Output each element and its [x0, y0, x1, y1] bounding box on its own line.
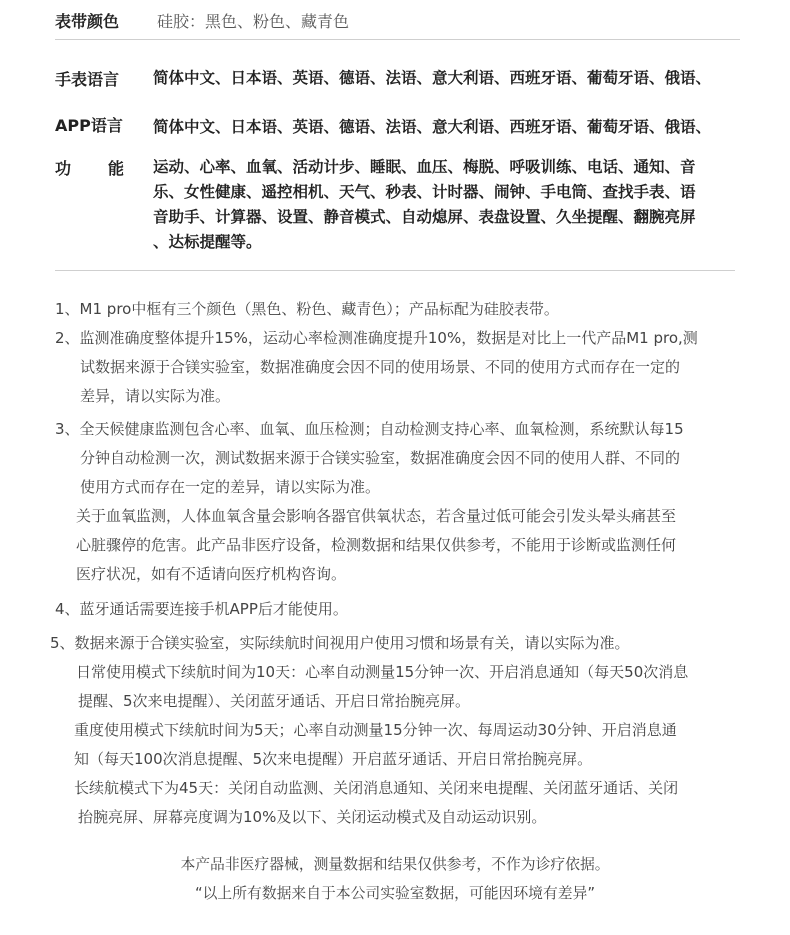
note-3-extra-line-1: 关于血氧监测，人体血氧含量会影响各器官供氧状态，若含量过低可能会引发头晕头痛甚至 [76, 507, 677, 525]
note-2-line-2: 试数据来源于合镁实验室，数据准确度会因不同的使用场景、不同的使用方式而存在一定的 [80, 358, 681, 376]
app-language-value: 简体中文、日本语、英语、德语、法语、意大利语、西班牙语、葡萄牙语、俄语、 [153, 118, 712, 136]
note-2-line-1: 2、监测准确度整体提升15%，运动心率检测准确度提升10%，数据是对比上一代产品M1 pro,测 [55, 329, 698, 347]
functions-line-4: 、达标提醒等。 [153, 233, 262, 251]
note-1: 1、M1 pro中框有三个颜色（黑色、粉色、藏青色）；产品标配为硅胶表带。 [55, 300, 559, 318]
functions-line-1: 运动、心率、血氧、活动计步、睡眠、血压、梅脱、呼吸训练、电话、通知、音 [153, 158, 696, 176]
divider-bottom [55, 270, 735, 271]
note-3-line-1: 3、全天候健康监测包含心率、血氧、血压检测；自动检测支持心率、血氧检测，系统默认每15 [55, 420, 684, 438]
note-3-line-2: 分钟自动检测一次，测试数据来源于合镁实验室，数据准确度会因不同的使用人群、不同的 [80, 449, 681, 467]
note-5: 5、数据来源于合镁实验室，实际续航时间视用户使用习惯和场景有关，请以实际为准。 [50, 634, 630, 652]
note-5-long-line-2: 抬腕亮屏、屏幕亮度调为10%及以下、关闭运动模式及自动运动识别。 [78, 808, 547, 826]
note-3-line-3: 使用方式而存在一定的差异，请以实际为准。 [80, 478, 381, 496]
note-5-heavy-line-2: 知（每天100次消息提醒、5次来电提醒）开启蓝牙通话、开启日常抬腕亮屏。 [74, 750, 593, 768]
functions-label-char-1: 功 [55, 159, 72, 178]
functions-line-2: 乐、女性健康、遥控相机、天气、秒表、计时器、闹钟、手电筒、查找手表、语 [153, 183, 696, 201]
footer-data-source: “以上所有数据来自于本公司实验室数据，可能因环境有差异” [194, 885, 596, 902]
note-3-extra-line-2: 心脏骤停的危害。此产品非医疗设备，检测数据和结果仅供参考，不能用于诊断或监测任何 [76, 536, 677, 554]
functions-label-char-2: 能 [108, 159, 125, 178]
note-2-line-3: 差异，请以实际为准。 [80, 387, 231, 405]
strap-color-value: 硅胶：黑色、粉色、藏青色 [157, 12, 350, 31]
watch-language-label: 手表语言 [55, 70, 120, 89]
functions-line-3: 音助手、计算器、设置、静音模式、自动熄屏、表盘设置、久坐提醒、翻腕亮屏 [153, 208, 696, 226]
divider-top [55, 39, 740, 40]
note-5-heavy-line-1: 重度使用模式下续航时间为5天；心率自动测量15分钟一次、每周运动30分钟、开启消息通 [74, 721, 677, 739]
note-5-long-line-1: 长续航模式下为45天：关闭自动监测、关闭消息通知、关闭来电提醒、关闭蓝牙通话、关闭 [74, 779, 679, 797]
note-5-daily-line-2: 提醒、5次来电提醒）、关闭蓝牙通话、开启日常抬腕亮屏。 [78, 692, 471, 710]
footer-disclaimer: 本产品非医疗器械，测量数据和结果仅供参考，不作为诊疗依据。 [180, 856, 610, 873]
note-4: 4、蓝牙通话需要连接手机APP后才能使用。 [55, 600, 348, 618]
strap-color-label: 表带颜色 [55, 12, 120, 31]
note-3-extra-line-3: 医疗状况，如有不适请向医疗机构咨询。 [76, 565, 347, 583]
watch-language-value: 简体中文、日本语、英语、德语、法语、意大利语、西班牙语、葡萄牙语、俄语、 [153, 69, 712, 87]
note-5-daily-line-1: 日常使用模式下续航时间为10天：心率自动测量15分钟一次、开启消息通知（每天50次消息 [76, 663, 689, 681]
app-language-label: APP语言 [55, 116, 123, 135]
